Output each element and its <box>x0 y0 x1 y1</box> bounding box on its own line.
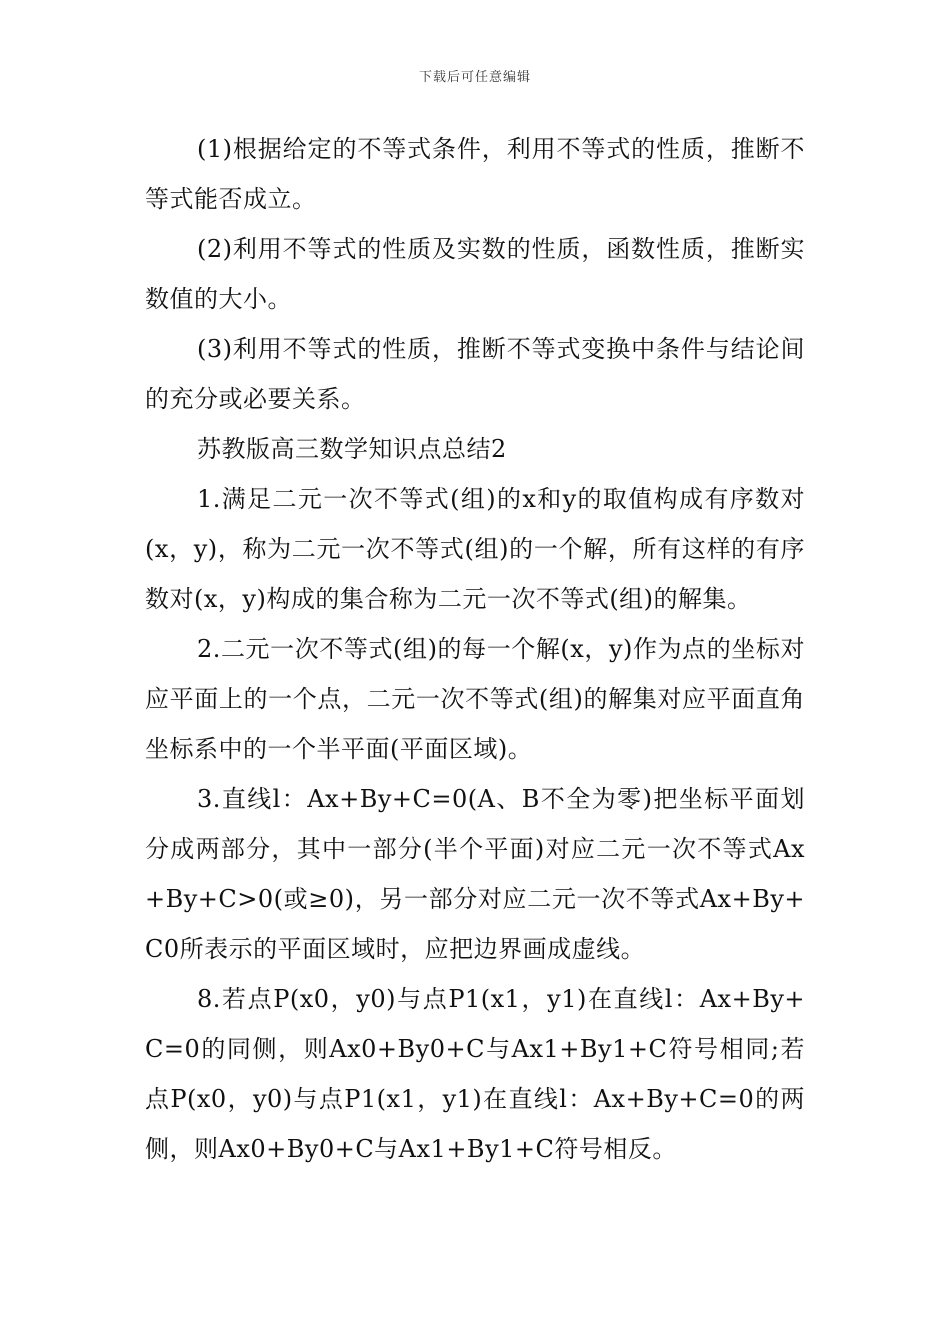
paragraph-3: (3)利用不等式的性质，推断不等式变换中条件与结论间的充分或必要关系。 <box>145 335 805 413</box>
paragraph-4: 1.满足二元一次不等式(组)的x和y的取值构成有序数对(x，y)，称为二元一次不等式(组)的一个解，所有这样的有序数对(x，y)构成的集合称为二元一次不等式(组)的解集。 <box>145 485 805 613</box>
paragraph-1: (1)根据给定的不等式条件，利用不等式的性质，推断不等式能否成立。 <box>145 135 805 213</box>
paragraph-2: (2)利用不等式的性质及实数的性质，函数性质，推断实数值的大小。 <box>145 235 805 313</box>
document-body <box>145 124 805 1174</box>
section-title: 苏教版高三数学知识点总结2 <box>197 435 507 463</box>
paragraph-6: 3.直线l：Ax+By+C=0(A、B不全为零)把坐标平面划分成两部分，其中一部分(半个平面)对应二元一次不等式Ax+By+C>0(或≥0)，另一部分对应二元一次不等式Ax+By+C0所表示的平面区域时，应把边界画成虚线。 <box>145 785 805 963</box>
paragraph-7: 8.若点P(x0，y0)与点P1(x1，y1)在直线l：Ax+By+C=0的同侧，则Ax0+By0+C与Ax1+By1+C符号相同;若点P(x0，y0)与点P1(x1，y1)在直线l：Ax+By+C=0的两侧，则Ax0+By0+C与Ax1+By1+C符号相反。 <box>145 985 805 1163</box>
page-header: 下载后可任意编辑 <box>418 70 531 85</box>
paragraph-5: 2.二元一次不等式(组)的每一个解(x，y)作为点的坐标对应平面上的一个点，二元一次不等式(组)的解集对应平面直角坐标系中的一个半平面(平面区域)。 <box>145 635 805 763</box>
